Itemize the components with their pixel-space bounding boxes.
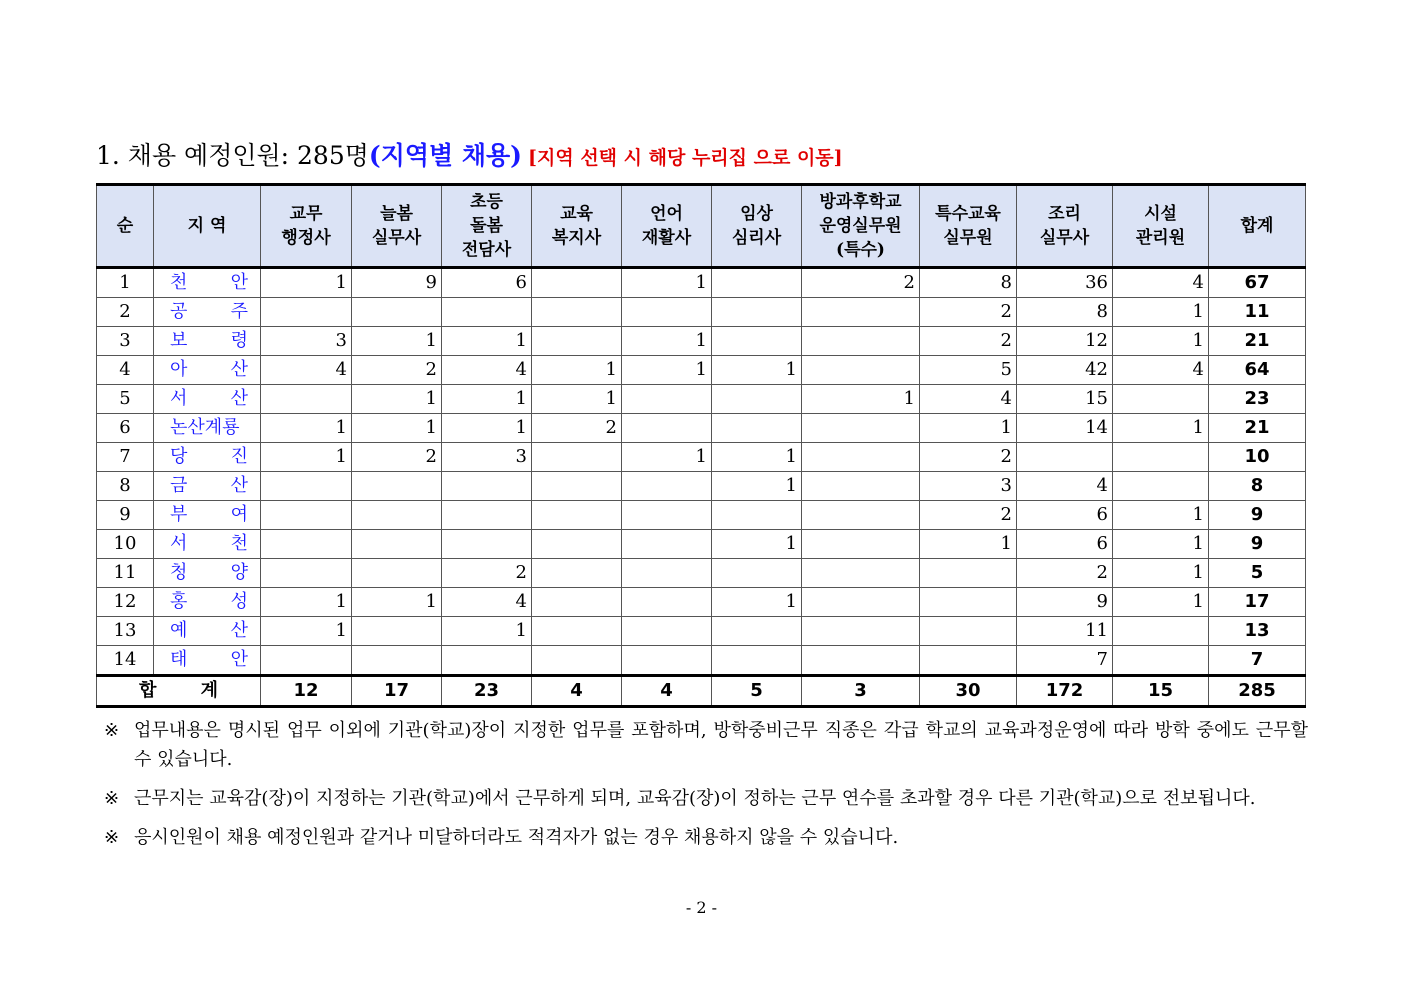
count-cell: 1: [442, 617, 532, 646]
column-header: 초등 돌봄 전담사: [442, 185, 532, 268]
total-row: [97, 676, 1306, 707]
total-cell: 285: [1209, 676, 1306, 707]
count-cell: 1: [622, 443, 712, 472]
row-total: 13: [1209, 617, 1306, 646]
count-cell: 1: [352, 385, 442, 414]
table-row: [97, 530, 1306, 559]
count-cell: [622, 385, 712, 414]
count-cell: 2: [532, 414, 622, 443]
count-cell: 1: [1113, 414, 1209, 443]
region-name-part: 서: [170, 533, 188, 554]
count-cell: [1113, 472, 1209, 501]
region-name-part: 성: [230, 591, 248, 612]
count-cell: [712, 414, 802, 443]
count-cell: [712, 559, 802, 588]
count-cell: [532, 646, 622, 676]
count-cell: 1: [261, 268, 352, 298]
column-header: 지 역: [154, 185, 261, 268]
count-cell: [802, 327, 920, 356]
count-cell: 1: [1113, 588, 1209, 617]
count-cell: [532, 617, 622, 646]
region-name-part: 산: [230, 475, 248, 496]
table-row: [97, 298, 1306, 327]
region-name-part: 여: [230, 504, 248, 525]
count-cell: [532, 472, 622, 501]
row-seq: 14: [97, 646, 154, 676]
column-header: 교무 행정사: [261, 185, 352, 268]
row-total: 10: [1209, 443, 1306, 472]
region-name-part: 태: [170, 649, 188, 670]
count-cell: 1: [261, 617, 352, 646]
count-cell: 2: [802, 268, 920, 298]
count-cell: 12: [1017, 327, 1113, 356]
row-seq: 5: [97, 385, 154, 414]
count-cell: 5: [920, 356, 1017, 385]
region-name-part: 산: [230, 359, 248, 380]
count-cell: [622, 472, 712, 501]
count-cell: 1: [1113, 327, 1209, 356]
count-cell: 1: [712, 530, 802, 559]
count-cell: 3: [261, 327, 352, 356]
table-header-row: [97, 185, 1306, 268]
region-link[interactable]: [154, 298, 261, 327]
region-link[interactable]: [154, 646, 261, 676]
region-name-part: 홍: [170, 591, 188, 612]
region-name-part: 공: [170, 301, 188, 322]
note-item: [104, 823, 1308, 852]
table-row: [97, 617, 1306, 646]
row-seq: 2: [97, 298, 154, 327]
count-cell: [261, 530, 352, 559]
count-cell: [712, 268, 802, 298]
count-cell: [352, 530, 442, 559]
count-cell: 1: [622, 327, 712, 356]
row-total: 67: [1209, 268, 1306, 298]
count-cell: [532, 559, 622, 588]
column-header: 늘봄 실무사: [352, 185, 442, 268]
column-header: 조리 실무사: [1017, 185, 1113, 268]
count-cell: [622, 530, 712, 559]
row-total: 11: [1209, 298, 1306, 327]
total-cell: 15: [1113, 676, 1209, 707]
table-row: [97, 559, 1306, 588]
count-cell: 11: [1017, 617, 1113, 646]
total-cell: 4: [532, 676, 622, 707]
count-cell: [802, 298, 920, 327]
count-cell: 1: [712, 588, 802, 617]
section-title: [96, 136, 843, 176]
page-number: - 2 -: [685, 898, 718, 917]
count-cell: 1: [712, 443, 802, 472]
row-seq: 11: [97, 559, 154, 588]
row-total: 9: [1209, 501, 1306, 530]
count-cell: 4: [1113, 268, 1209, 298]
count-cell: [442, 501, 532, 530]
row-total: 5: [1209, 559, 1306, 588]
count-cell: [261, 472, 352, 501]
region-name-part: 천: [170, 272, 188, 293]
note-item: [104, 784, 1308, 813]
region-link[interactable]: [154, 530, 261, 559]
count-cell: 2: [1017, 559, 1113, 588]
count-cell: 1: [712, 356, 802, 385]
total-label-part: 합: [139, 680, 157, 701]
count-cell: 42: [1017, 356, 1113, 385]
row-seq: 1: [97, 268, 154, 298]
region-name-part: 주: [230, 301, 248, 322]
count-cell: [712, 617, 802, 646]
count-cell: 6: [1017, 530, 1113, 559]
count-cell: [532, 443, 622, 472]
region-name-part: 논산계룡: [170, 417, 240, 438]
column-header: 시설 관리원: [1113, 185, 1209, 268]
row-seq: 9: [97, 501, 154, 530]
note-text: 응시인원이 채용 예정인원과 같거나 미달하더라도 적격자가 없는 경우 채용하지 않을 수 있습니다.: [134, 827, 899, 848]
count-cell: [352, 646, 442, 676]
region-link[interactable]: [154, 559, 261, 588]
total-cell: 12: [261, 676, 352, 707]
count-cell: 1: [532, 356, 622, 385]
table-row: [97, 268, 1306, 298]
region-name-part: 부: [170, 504, 188, 525]
count-cell: 14: [1017, 414, 1113, 443]
region-name-part: 천: [230, 533, 248, 554]
region-name-part: 예: [170, 620, 188, 641]
count-cell: 4: [920, 385, 1017, 414]
count-cell: 2: [920, 443, 1017, 472]
table-row: [97, 385, 1306, 414]
count-cell: [712, 298, 802, 327]
note-item: [104, 716, 1308, 774]
count-cell: [1113, 385, 1209, 414]
region-link[interactable]: [154, 268, 261, 298]
column-header: 특수교육 실무원: [920, 185, 1017, 268]
count-cell: [261, 298, 352, 327]
region-link[interactable]: [154, 443, 261, 472]
region-link[interactable]: [154, 588, 261, 617]
count-cell: 1: [802, 385, 920, 414]
count-cell: 4: [442, 588, 532, 617]
count-cell: 1: [1113, 559, 1209, 588]
count-cell: [802, 617, 920, 646]
count-cell: [352, 617, 442, 646]
count-cell: 1: [261, 588, 352, 617]
note-mark: ※: [104, 827, 120, 848]
table-row: [97, 501, 1306, 530]
count-cell: [802, 356, 920, 385]
region-name-part: 서: [170, 388, 188, 409]
row-seq: 7: [97, 443, 154, 472]
total-cell: 17: [352, 676, 442, 707]
region-link[interactable]: [154, 414, 261, 443]
count-cell: [1113, 617, 1209, 646]
count-cell: [802, 472, 920, 501]
region-name-part: 양: [230, 562, 248, 583]
count-cell: [920, 559, 1017, 588]
count-cell: 1: [622, 356, 712, 385]
count-cell: 1: [920, 414, 1017, 443]
count-cell: [442, 646, 532, 676]
region-name-part: 금: [170, 475, 188, 496]
count-cell: [622, 617, 712, 646]
total-cell: 23: [442, 676, 532, 707]
count-cell: 7: [1017, 646, 1113, 676]
region-name-part: 령: [230, 330, 248, 351]
count-cell: 4: [1017, 472, 1113, 501]
count-cell: 9: [352, 268, 442, 298]
row-total: 8: [1209, 472, 1306, 501]
count-cell: [622, 501, 712, 530]
count-cell: 1: [1113, 501, 1209, 530]
count-cell: [802, 530, 920, 559]
row-total: 23: [1209, 385, 1306, 414]
count-cell: 2: [352, 356, 442, 385]
region-link[interactable]: [154, 472, 261, 501]
table-row: [97, 646, 1306, 676]
count-cell: 1: [1113, 298, 1209, 327]
row-total: 9: [1209, 530, 1306, 559]
table-row: [97, 588, 1306, 617]
count-cell: [622, 588, 712, 617]
count-cell: [802, 588, 920, 617]
note-mark: ※: [104, 720, 120, 741]
table-row: [97, 356, 1306, 385]
region-name-part: 당: [170, 446, 188, 467]
count-cell: 36: [1017, 268, 1113, 298]
total-label: [97, 676, 261, 707]
count-cell: 1: [442, 414, 532, 443]
total-label-part: 계: [200, 680, 218, 701]
count-cell: [261, 559, 352, 588]
count-cell: [532, 501, 622, 530]
region-name-part: 진: [230, 446, 248, 467]
count-cell: [532, 268, 622, 298]
count-cell: [920, 617, 1017, 646]
count-cell: [352, 559, 442, 588]
count-cell: [802, 443, 920, 472]
count-cell: [622, 646, 712, 676]
row-seq: 3: [97, 327, 154, 356]
count-cell: 1: [442, 385, 532, 414]
count-cell: [712, 646, 802, 676]
count-cell: 8: [1017, 298, 1113, 327]
count-cell: [1113, 443, 1209, 472]
count-cell: [712, 327, 802, 356]
row-seq: 4: [97, 356, 154, 385]
count-cell: [532, 588, 622, 617]
count-cell: [622, 298, 712, 327]
count-cell: [802, 559, 920, 588]
row-total: 21: [1209, 414, 1306, 443]
row-total: 7: [1209, 646, 1306, 676]
total-cell: 4: [622, 676, 712, 707]
table-row: [97, 443, 1306, 472]
count-cell: 8: [920, 268, 1017, 298]
count-cell: [261, 501, 352, 530]
count-cell: 6: [442, 268, 532, 298]
total-cell: 172: [1017, 676, 1113, 707]
total-cell: 5: [712, 676, 802, 707]
count-cell: [712, 501, 802, 530]
row-total: 21: [1209, 327, 1306, 356]
table-row: [97, 327, 1306, 356]
count-cell: 1: [261, 414, 352, 443]
count-cell: 1: [622, 268, 712, 298]
count-cell: 6: [1017, 501, 1113, 530]
count-cell: 1: [352, 414, 442, 443]
row-total: 17: [1209, 588, 1306, 617]
column-header: 언어 재활사: [622, 185, 712, 268]
region-name-part: 아: [170, 359, 188, 380]
recruitment-table: [96, 183, 1306, 708]
count-cell: 9: [1017, 588, 1113, 617]
count-cell: [442, 472, 532, 501]
note-text: 근무지는 교육감(장)이 지정하는 기관(학교)에서 근무하게 되며, 교육감(장)이 정하는 근무 연수를 초과할 경우 다른 기관(학교)으로 전보됩니다.: [134, 788, 1256, 809]
column-header: 방과후학교 운영실무원 (특수): [802, 185, 920, 268]
region-name-part: 안: [230, 272, 248, 293]
region-name-part: 청: [170, 562, 188, 583]
count-cell: [1017, 443, 1113, 472]
region-name-part: 산: [230, 388, 248, 409]
title-main: 1. 채용 예정인원: 285명: [96, 141, 369, 170]
count-cell: 1: [442, 327, 532, 356]
count-cell: [442, 298, 532, 327]
count-cell: 2: [352, 443, 442, 472]
region-link[interactable]: [154, 327, 261, 356]
total-cell: 30: [920, 676, 1017, 707]
count-cell: 15: [1017, 385, 1113, 414]
note-text: 업무내용은 명시된 업무 이외에 기관(학교)장이 지정한 업무를 포함하며, 방학중비근무 직종은 각급 학교의 교육과정운영에 따라 방학 중에도 근무할 수 있습니다.: [134, 720, 1308, 770]
count-cell: [532, 327, 622, 356]
region-name-part: 안: [230, 649, 248, 670]
column-header: 임상 심리사: [712, 185, 802, 268]
note-mark: ※: [104, 788, 120, 809]
count-cell: 4: [1113, 356, 1209, 385]
count-cell: 3: [442, 443, 532, 472]
column-header: 합계: [1209, 185, 1306, 268]
count-cell: [352, 298, 442, 327]
count-cell: 1: [352, 327, 442, 356]
title-link-hint: [지역 선택 시 해당 누리집 으로 이동]: [528, 147, 843, 169]
column-header: 순: [97, 185, 154, 268]
count-cell: [622, 414, 712, 443]
row-seq: 6: [97, 414, 154, 443]
row-seq: 12: [97, 588, 154, 617]
count-cell: [261, 385, 352, 414]
count-cell: 4: [261, 356, 352, 385]
count-cell: [802, 501, 920, 530]
title-region-recruit: (지역별 채용): [368, 141, 523, 170]
region-name-part: 산: [230, 620, 248, 641]
count-cell: [802, 414, 920, 443]
count-cell: 3: [920, 472, 1017, 501]
count-cell: [532, 298, 622, 327]
count-cell: 1: [352, 588, 442, 617]
region-name-part: 보: [170, 330, 188, 351]
count-cell: [261, 646, 352, 676]
count-cell: [1113, 646, 1209, 676]
row-seq: 13: [97, 617, 154, 646]
count-cell: 1: [920, 530, 1017, 559]
count-cell: 2: [442, 559, 532, 588]
count-cell: 4: [442, 356, 532, 385]
region-link[interactable]: [154, 385, 261, 414]
table-row: [97, 414, 1306, 443]
total-cell: 3: [802, 676, 920, 707]
count-cell: [622, 559, 712, 588]
count-cell: [712, 385, 802, 414]
region-link[interactable]: [154, 356, 261, 385]
count-cell: 1: [712, 472, 802, 501]
notes-section: [104, 716, 1308, 862]
region-link[interactable]: [154, 501, 261, 530]
table-row: [97, 472, 1306, 501]
column-header: 교육 복지사: [532, 185, 622, 268]
count-cell: 1: [261, 443, 352, 472]
count-cell: 2: [920, 501, 1017, 530]
region-link[interactable]: [154, 617, 261, 646]
count-cell: [920, 646, 1017, 676]
count-cell: [442, 530, 532, 559]
count-cell: [920, 588, 1017, 617]
count-cell: 1: [532, 385, 622, 414]
row-total: 64: [1209, 356, 1306, 385]
row-seq: 8: [97, 472, 154, 501]
count-cell: [352, 472, 442, 501]
count-cell: 2: [920, 298, 1017, 327]
row-seq: 10: [97, 530, 154, 559]
count-cell: [352, 501, 442, 530]
count-cell: 2: [920, 327, 1017, 356]
count-cell: 1: [1113, 530, 1209, 559]
count-cell: [532, 530, 622, 559]
count-cell: [802, 646, 920, 676]
